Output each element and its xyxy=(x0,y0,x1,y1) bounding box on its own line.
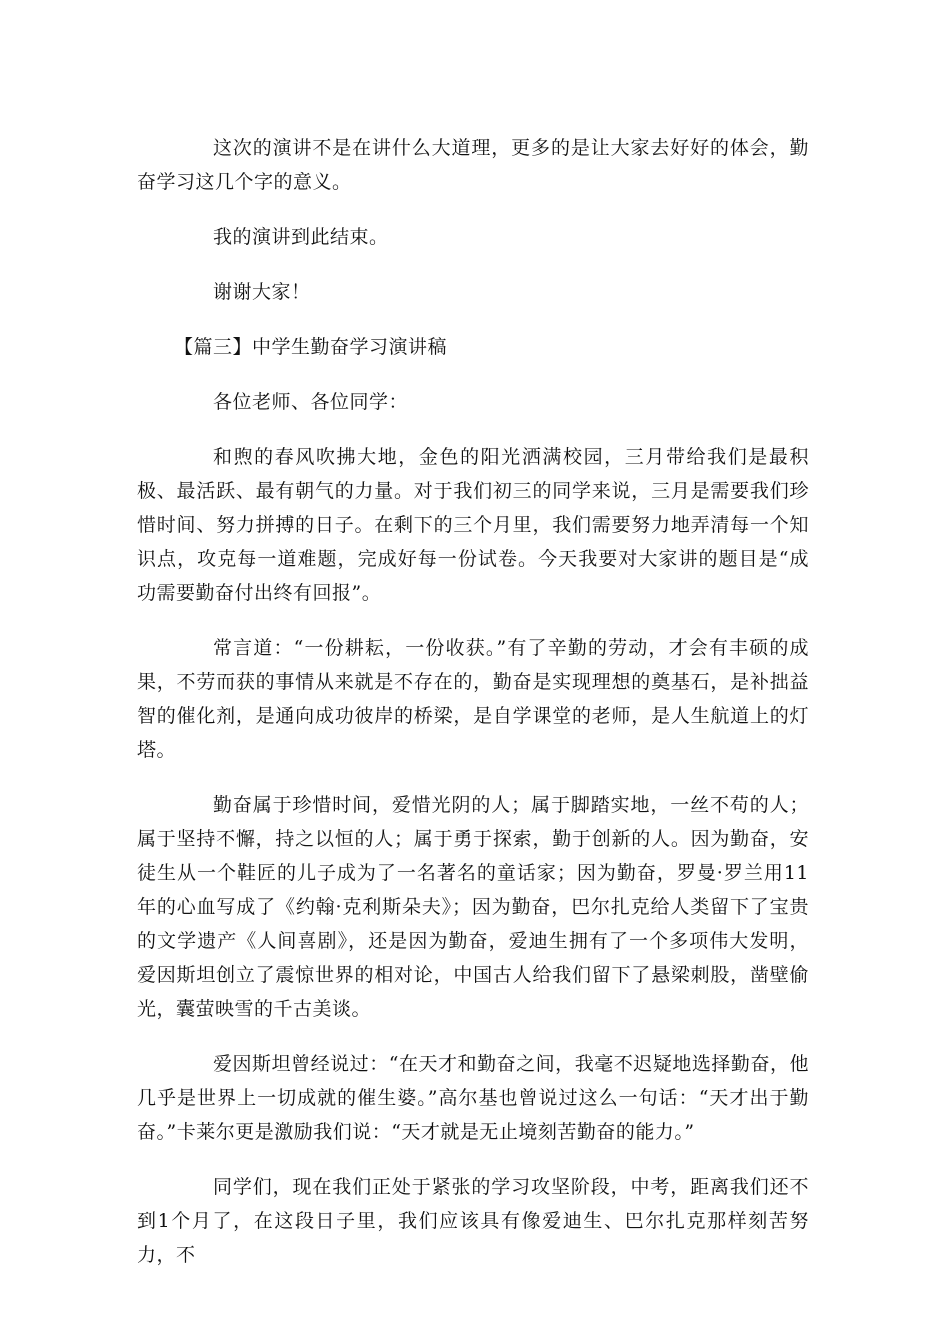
paragraph: 谢谢大家！ xyxy=(213,281,311,303)
paragraph: 爱因斯坦曾经说过：“在天才和勤奋之间，我毫不迟疑地选择勤奋，他几乎是世界上一切成就的催生婆。”高尔基也曾说过这么一句话：“天才出于勤奋。”卡莱尔更是激励我们说：“天才就是无止境刻苦勤奋的能力。” xyxy=(137,1053,809,1143)
section-heading: 【篇三】中学生勤奋学习演讲稿 xyxy=(174,336,448,358)
document-body xyxy=(137,131,809,1293)
paragraph: 我的演讲到此结束。 xyxy=(213,226,389,248)
paragraph: 常言道：“一份耕耘，一份收获。”有了辛勤的劳动，才会有丰硕的成果，不劳而获的事情从来就是不存在的，勤奋是实现理想的奠基石，是补拙益智的催化剂，是通向成功彼岸的桥梁，是自学课堂的老师，是人生航道上的灯塔。 xyxy=(137,637,809,761)
salutation: 各位老师、各位同学： xyxy=(213,391,409,413)
paragraph: 勤奋属于珍惜时间，爱惜光阴的人；属于脚踏实地，一丝不苟的人；属于坚持不懈，持之以恒的人；属于勇于探索，勤于创新的人。因为勤奋，安徒生从一个鞋匠的儿子成为了一名著名的童话家；因为勤奋，罗曼·罗兰用11年的心血写成了《约翰·克利斯朵夫》；因为勤奋，巴尔扎克给人类留下了宝贵的文学遗产《人间喜剧》，还是因为勤奋，爱迪生拥有了一个多项伟大发明，爱因斯坦创立了震惊世界的相对论，中国古人给我们留下了悬梁刺股，凿壁偷光，囊萤映雪的千古美谈。 xyxy=(137,794,809,1020)
paragraph: 这次的演讲不是在讲什么大道理，更多的是让大家去好好的体会，勤奋学习这几个字的意义。 xyxy=(137,137,809,193)
paragraph: 同学们，现在我们正处于紧张的学习攻坚阶段，中考，距离我们还不到1个月了，在这段日子里，我们应该具有像爱迪生、巴尔扎克那样刻苦努力，不 xyxy=(137,1176,809,1266)
paragraph: 和煦的春风吹拂大地，金色的阳光洒满校园，三月带给我们是最积极、最活跃、最有朝气的力量。对于我们初三的同学来说，三月是需要我们珍惜时间、努力拼搏的日子。在剩下的三个月里，我们需要努力地弄清每一个知识点，攻克每一道难题，完成好每一份试卷。今天我要对大家讲的题目是“成功需要勤奋付出终有回报”。 xyxy=(137,446,809,604)
